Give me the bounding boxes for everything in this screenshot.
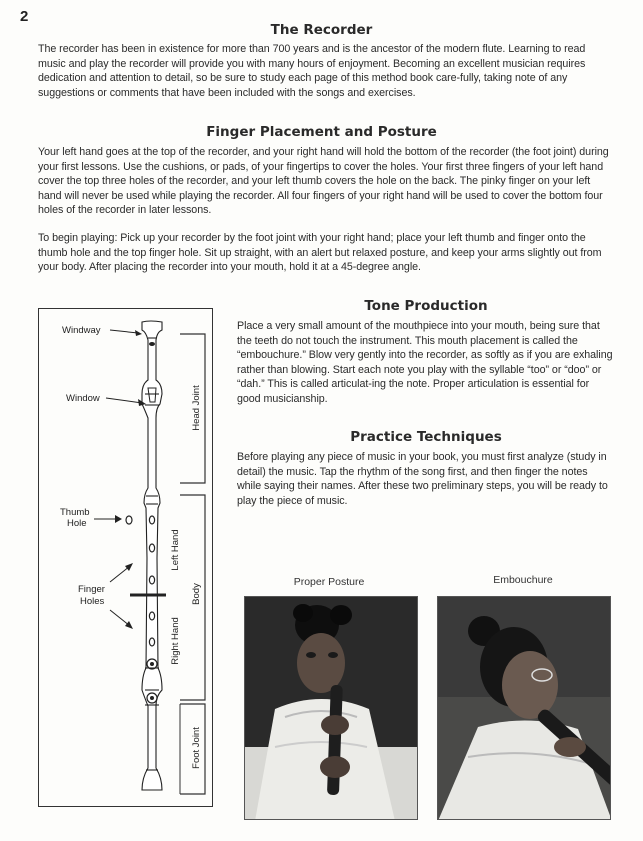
finger-placement-paragraph-1: Your left hand goes at the top of the recorder, and your right hand will hold the bottom of the recorder (the foot joint) during your first lessons. Use the cushions, or pads, of your fingertips to cover the holes. Your first three fingers of your left hand cover the top three holes of the recorder, and your left thumb covers the hole on the back. The pinky finger on your left hand will never be used while playing the recorder. All four fingers of your right hand will be used to cover the bottom four holes of the recorder in later lessons. [38, 146, 609, 217]
finger-placement-heading: Finger Placement and Posture [206, 124, 437, 140]
thumb-hole-label-line-2: Hole [67, 518, 87, 529]
recorder-heading: The Recorder [270, 22, 373, 38]
embouchure-caption: Embouchure [493, 574, 553, 586]
thumb-hole [126, 516, 132, 524]
head-joint-label: Head Joint [191, 385, 202, 431]
tone-production-heading: Tone Production [364, 298, 488, 314]
right-hand-label: Right Hand [170, 617, 181, 665]
diagram-frame [39, 309, 213, 807]
recorder-paragraph: The recorder has been in existence for more than 700 years and is the ancestor of the modern flute. Learning to read music and play the recorder will provide you with many hours of enjoyment. Becoming an excellent musician requires dedication and attention to detail, so be sure to study each page of this method book care-fully, taking note of any suggestions or comments that have been included with the songs and exercises. [38, 43, 586, 99]
practice-techniques-heading: Practice Techniques [350, 429, 502, 445]
embouchure-photo [437, 596, 611, 820]
thumb-hole-label-line-1: Thumb [60, 507, 90, 518]
recorder-illustration [142, 321, 162, 790]
finger-holes-label-line-1: Finger [78, 584, 105, 595]
proper-posture-caption: Proper Posture [293, 576, 365, 588]
finger-placement-paragraph-2: To begin playing: Pick up your recorder by the foot joint with your right hand; place your left thumb and finger onto the thumb hole and the top finger hole. Sit up straight, with an alert but relaxed posture, and keep your arms slightly out from your body. After placing the recorder into your mouth, hold it at a 45-degree angle. [38, 232, 602, 274]
recorder-diagram [38, 308, 238, 808]
window-label: Window [66, 393, 100, 404]
practice-techniques-paragraph: Before playing any piece of music in your book, you must first analyze (study in detail) the music. Tap the rhythm of the song first, and then finger the notes while saying their names. After these two preliminary steps, you will be ready to play the piece of music. [237, 451, 608, 507]
left-hand-label: Left Hand [170, 529, 181, 571]
foot-joint-label: Foot Joint [191, 727, 202, 769]
body-label: Body [191, 583, 202, 605]
finger-holes-label-line-2: Holes [80, 596, 105, 607]
proper-posture-photo [244, 596, 418, 820]
page-number: 2 [20, 8, 29, 25]
tone-production-paragraph: Place a very small amount of the mouthpiece into your mouth, being sure that the teeth do not touch the instrument. This mouth placement is called the “embouchure.” Blow very gently into the recorder, as softly as if you are exhaling rather than blowing. Start each note you play with the syllable “too” or “doo” or “dah.” This is called articulat-ing the note. Proper articulation is essential for good musicianship. [237, 320, 613, 405]
windway-label: Windway [62, 325, 101, 336]
